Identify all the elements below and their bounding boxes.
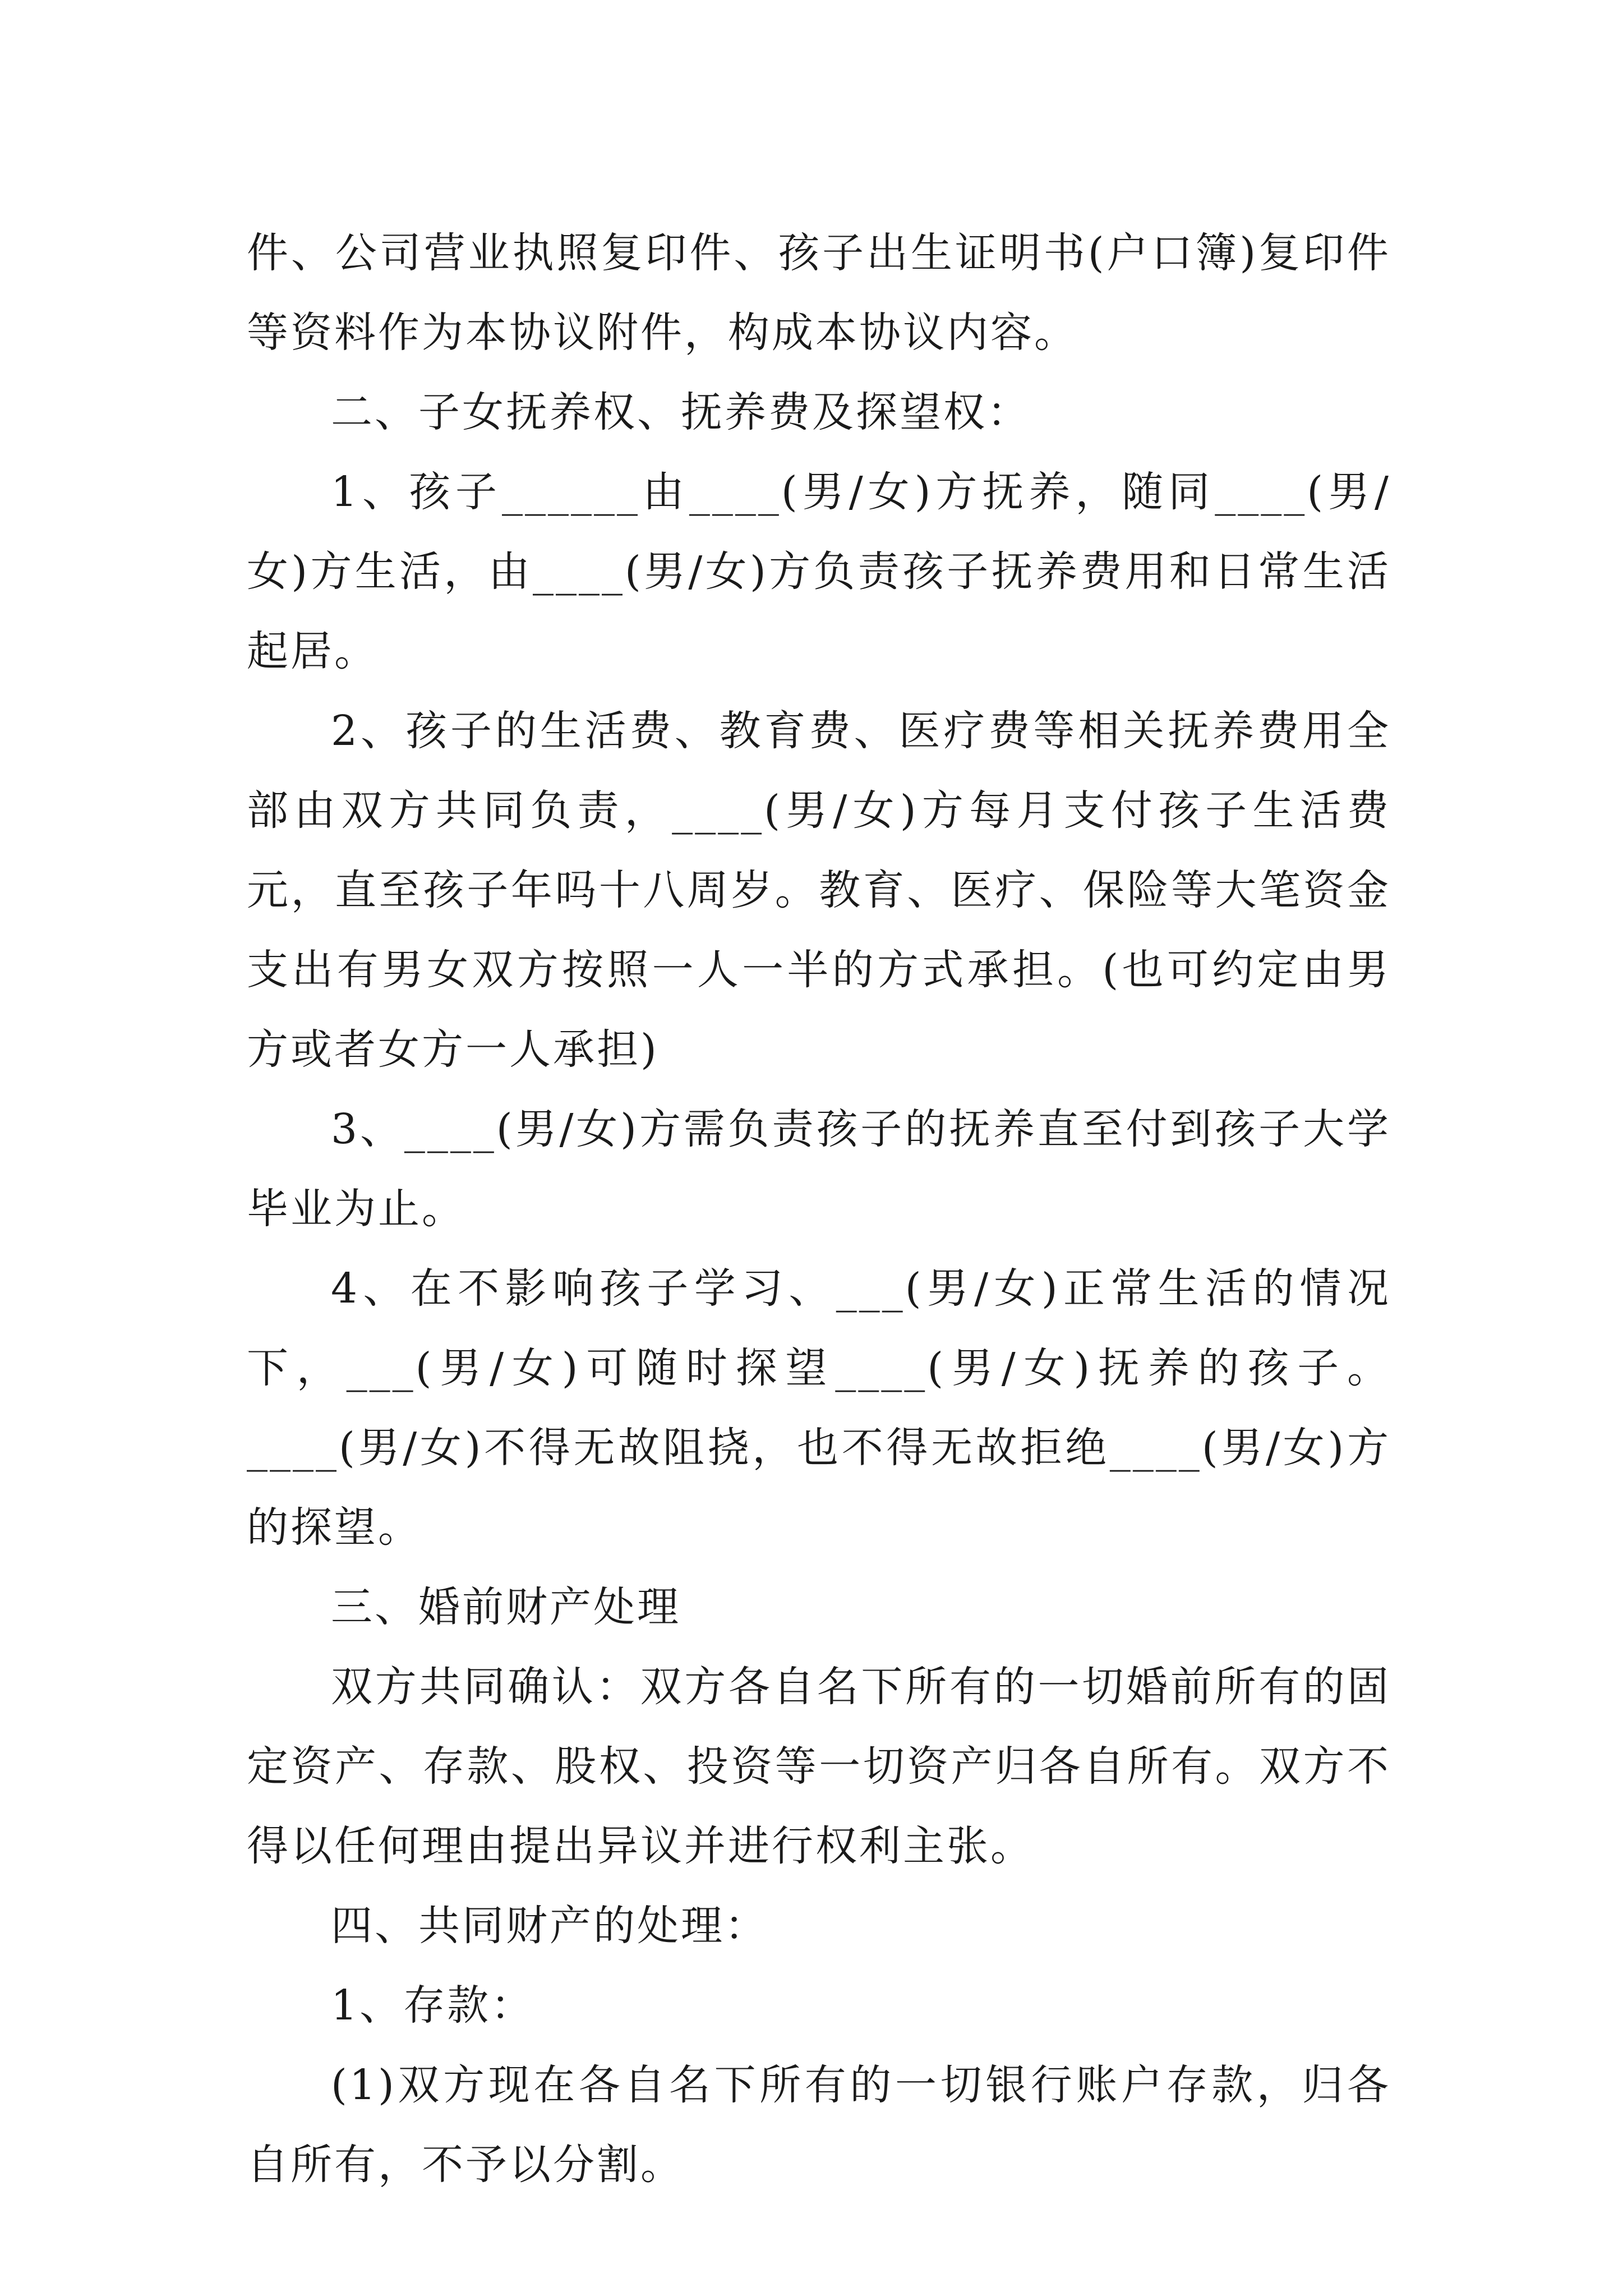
paragraph-custody-4: 4、在不影响孩子学习、___(男/女)正常生活的情况下，___(男/女)可随时探望____(男/女)抚养的孩子。____(男/女)不得无故阻挠，也不得无故拒绝____(男/女)方的探望。 [247,1264,1391,1552]
paragraph-custody-2: 2、孩子的生活费、教育费、医疗费等相关抚养费用全部由双方共同负责，____(男/女)方每月支付孩子生活费元，直至孩子年吗十八周岁。教育、医疗、保险等大笔资金支出有男女双方按照一人一半的方式承担。(也可约定由男方或者女方一人承担) [247,707,1391,1074]
paragraph-deposits-1: (1)双方现在各自名下所有的一切银行账户存款，归各自所有，不予以分割。 [247,2061,1391,2189]
subheading-deposits: 1、存款： [331,1981,535,2030]
heading-common-property: 四、共同财产的处理： [331,1902,768,1950]
paragraph-premarital-property: 双方共同确认：双方各自名下所有的一切婚前所有的固定资产、存款、股权、投资等一切资产归各自所有。双方不得以任何理由提出异议并进行权利主张。 [247,1663,1391,1870]
heading-premarital-property: 三、婚前财产处理 [331,1583,681,1631]
document-body [247,213,1391,2205]
paragraph-attachments: 件、公司营业执照复印件、孩子出生证明书(户口簿)复印件等资料作为本协议附件，构成本协议内容。 [247,229,1391,357]
heading-custody: 二、子女抚养权、抚养费及探望权： [331,388,1031,436]
paragraph-custody-3: 3、____(男/女)方需负责孩子的抚养直至付到孩子大学毕业为止。 [247,1105,1391,1233]
paragraph-custody-1: 1、孩子______由____(男/女)方抚养，随同____(男/女)方生活，由____(男/女)方负责孩子抚养费用和日常生活起居。 [247,468,1391,675]
